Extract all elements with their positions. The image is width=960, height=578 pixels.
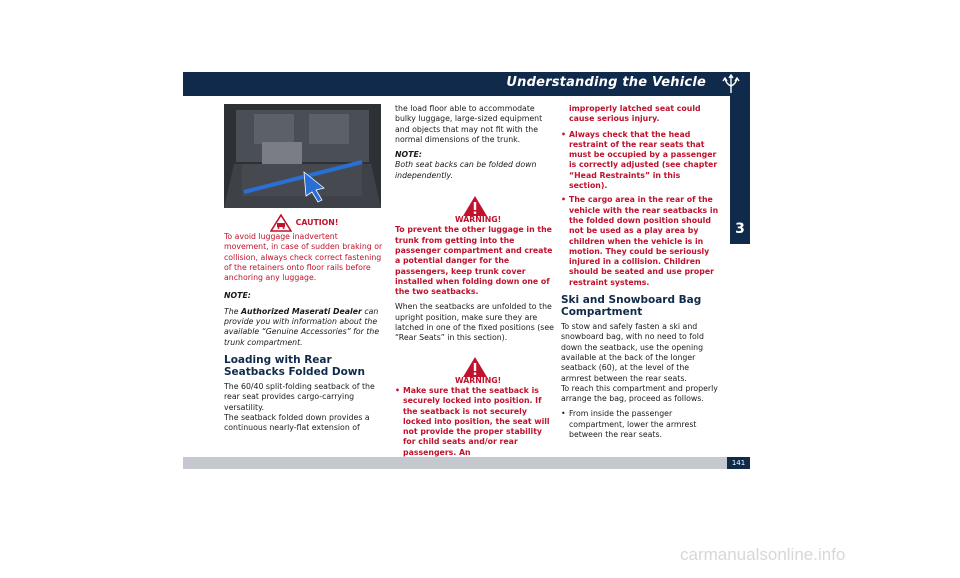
trunk-photo	[224, 104, 381, 208]
header-bar	[183, 72, 750, 96]
chapter-number: 3	[730, 214, 750, 244]
note-pre: The	[224, 306, 239, 316]
warning-icon	[462, 195, 488, 217]
watermark: carmanualsonline.info	[680, 545, 846, 564]
warning-continued: improperly latched seat could cause serious injury.	[569, 104, 701, 124]
column-1	[224, 104, 384, 438]
caution-heading: CAUTION!	[295, 217, 339, 227]
seatback-upright-para: When the seatbacks are unfolded to the upright position, make sure they are latched in one of the fixed positions (see “Rear Seats” in this section).	[395, 302, 554, 343]
warning-bullet-2	[395, 386, 555, 458]
section-title-ski-bag: Ski and Snowboard Bag Compartment	[561, 294, 702, 319]
bullet-dot: •	[561, 409, 566, 419]
note-label: NOTE:	[224, 291, 251, 301]
note-text-2: Both seat backs can be folded down independently.	[395, 160, 537, 180]
ski-bag-step-1-text: From inside the passenger compartment, lower the armrest between the rear seats.	[569, 409, 697, 440]
bullet-cargo-area-text: The cargo area in the rear of the vehicle with the rear seatbacks in the folded down position should not be used as a play area by children when the vehicle is in motion. They could be seriously injured in a collision. Children should be seated and use proper restraint systems.	[569, 195, 719, 287]
header-title: Understanding the Vehicle	[506, 75, 706, 90]
warning-bullet-cargo-area	[561, 195, 721, 288]
trunk-illustration	[224, 104, 381, 208]
warning-bullet-head-restraint	[561, 130, 721, 192]
caution-text: To avoid luggage inadvertent movement, in case of sudden braking or collision, always check correct fastening of the retainers onto floor rails before anchoring any luggage.	[224, 232, 383, 283]
bullet-head-restraint-text: Always check that the head restraint of the rear seats that must be occupied by a passenger is correctly adjusted (see chapter “Head Restraints” in this section).	[569, 129, 718, 191]
ski-bag-para-1: To stow and safely fasten a ski and snowboard bag, with no need to fold down the seatback, use the opening available at the back of the longer seatback (60), at the level of the armrest between the rear seats.	[561, 322, 704, 383]
footer-bar	[183, 457, 750, 469]
ski-bag-para-2: To reach this compartment and properly arrange the bag, proceed as follows.	[561, 383, 718, 404]
note-dealer: Authorized Maserati Dealer	[241, 306, 362, 316]
warning-heading-2: WARNING!	[455, 375, 502, 385]
ski-bag-step-1	[561, 409, 721, 440]
warning-heading-1: WARNING!	[455, 215, 502, 225]
chapter-tab-line	[730, 96, 750, 214]
loading-para-1: The 60/40 split-folding seatback of the rear seat provides cargo-carrying versatility.	[224, 381, 375, 412]
load-floor-para: the load floor able to accommodate bulky luggage, large-sized equipment and objects that may not fit with the normal dimensions of the trunk.	[395, 104, 543, 144]
bullet-dot: •	[561, 195, 566, 205]
warning-text-1: To prevent the other luggage in the trunk from getting into the passenger compartment and create a potential danger for the passengers, keep trunk cover installed when folding down one of the two seatbacks.	[395, 225, 553, 297]
page-number: 141	[727, 457, 750, 469]
maserati-trident-logo	[720, 74, 742, 94]
bullet-dot: •	[561, 129, 566, 139]
warning-block-2	[395, 356, 555, 458]
warning-bullet-2-text: Make sure that the seatback is securely locked into position. If the seatback is not securely locked into position, the seat will not provide the proper stability for child seats and/or rear passengers. An	[403, 385, 550, 457]
section-title-loading: Loading with Rear Seatbacks Folded Down	[224, 353, 365, 378]
bullet-dot: •	[395, 385, 400, 395]
caution-block	[224, 214, 384, 283]
caution-car-icon	[270, 214, 292, 232]
note-text	[224, 307, 384, 348]
note-label-2: NOTE:	[395, 150, 422, 160]
loading-para-2: The seatback folded down provides a continuous nearly-flat extension of	[224, 412, 370, 433]
warning-icon	[462, 356, 488, 378]
note-post: can provide you with information about the available “Genuine Accessories” for the trunk compartment.	[224, 306, 380, 347]
column-3	[561, 104, 721, 440]
column-2	[395, 104, 555, 458]
warning-block-1	[395, 195, 555, 297]
